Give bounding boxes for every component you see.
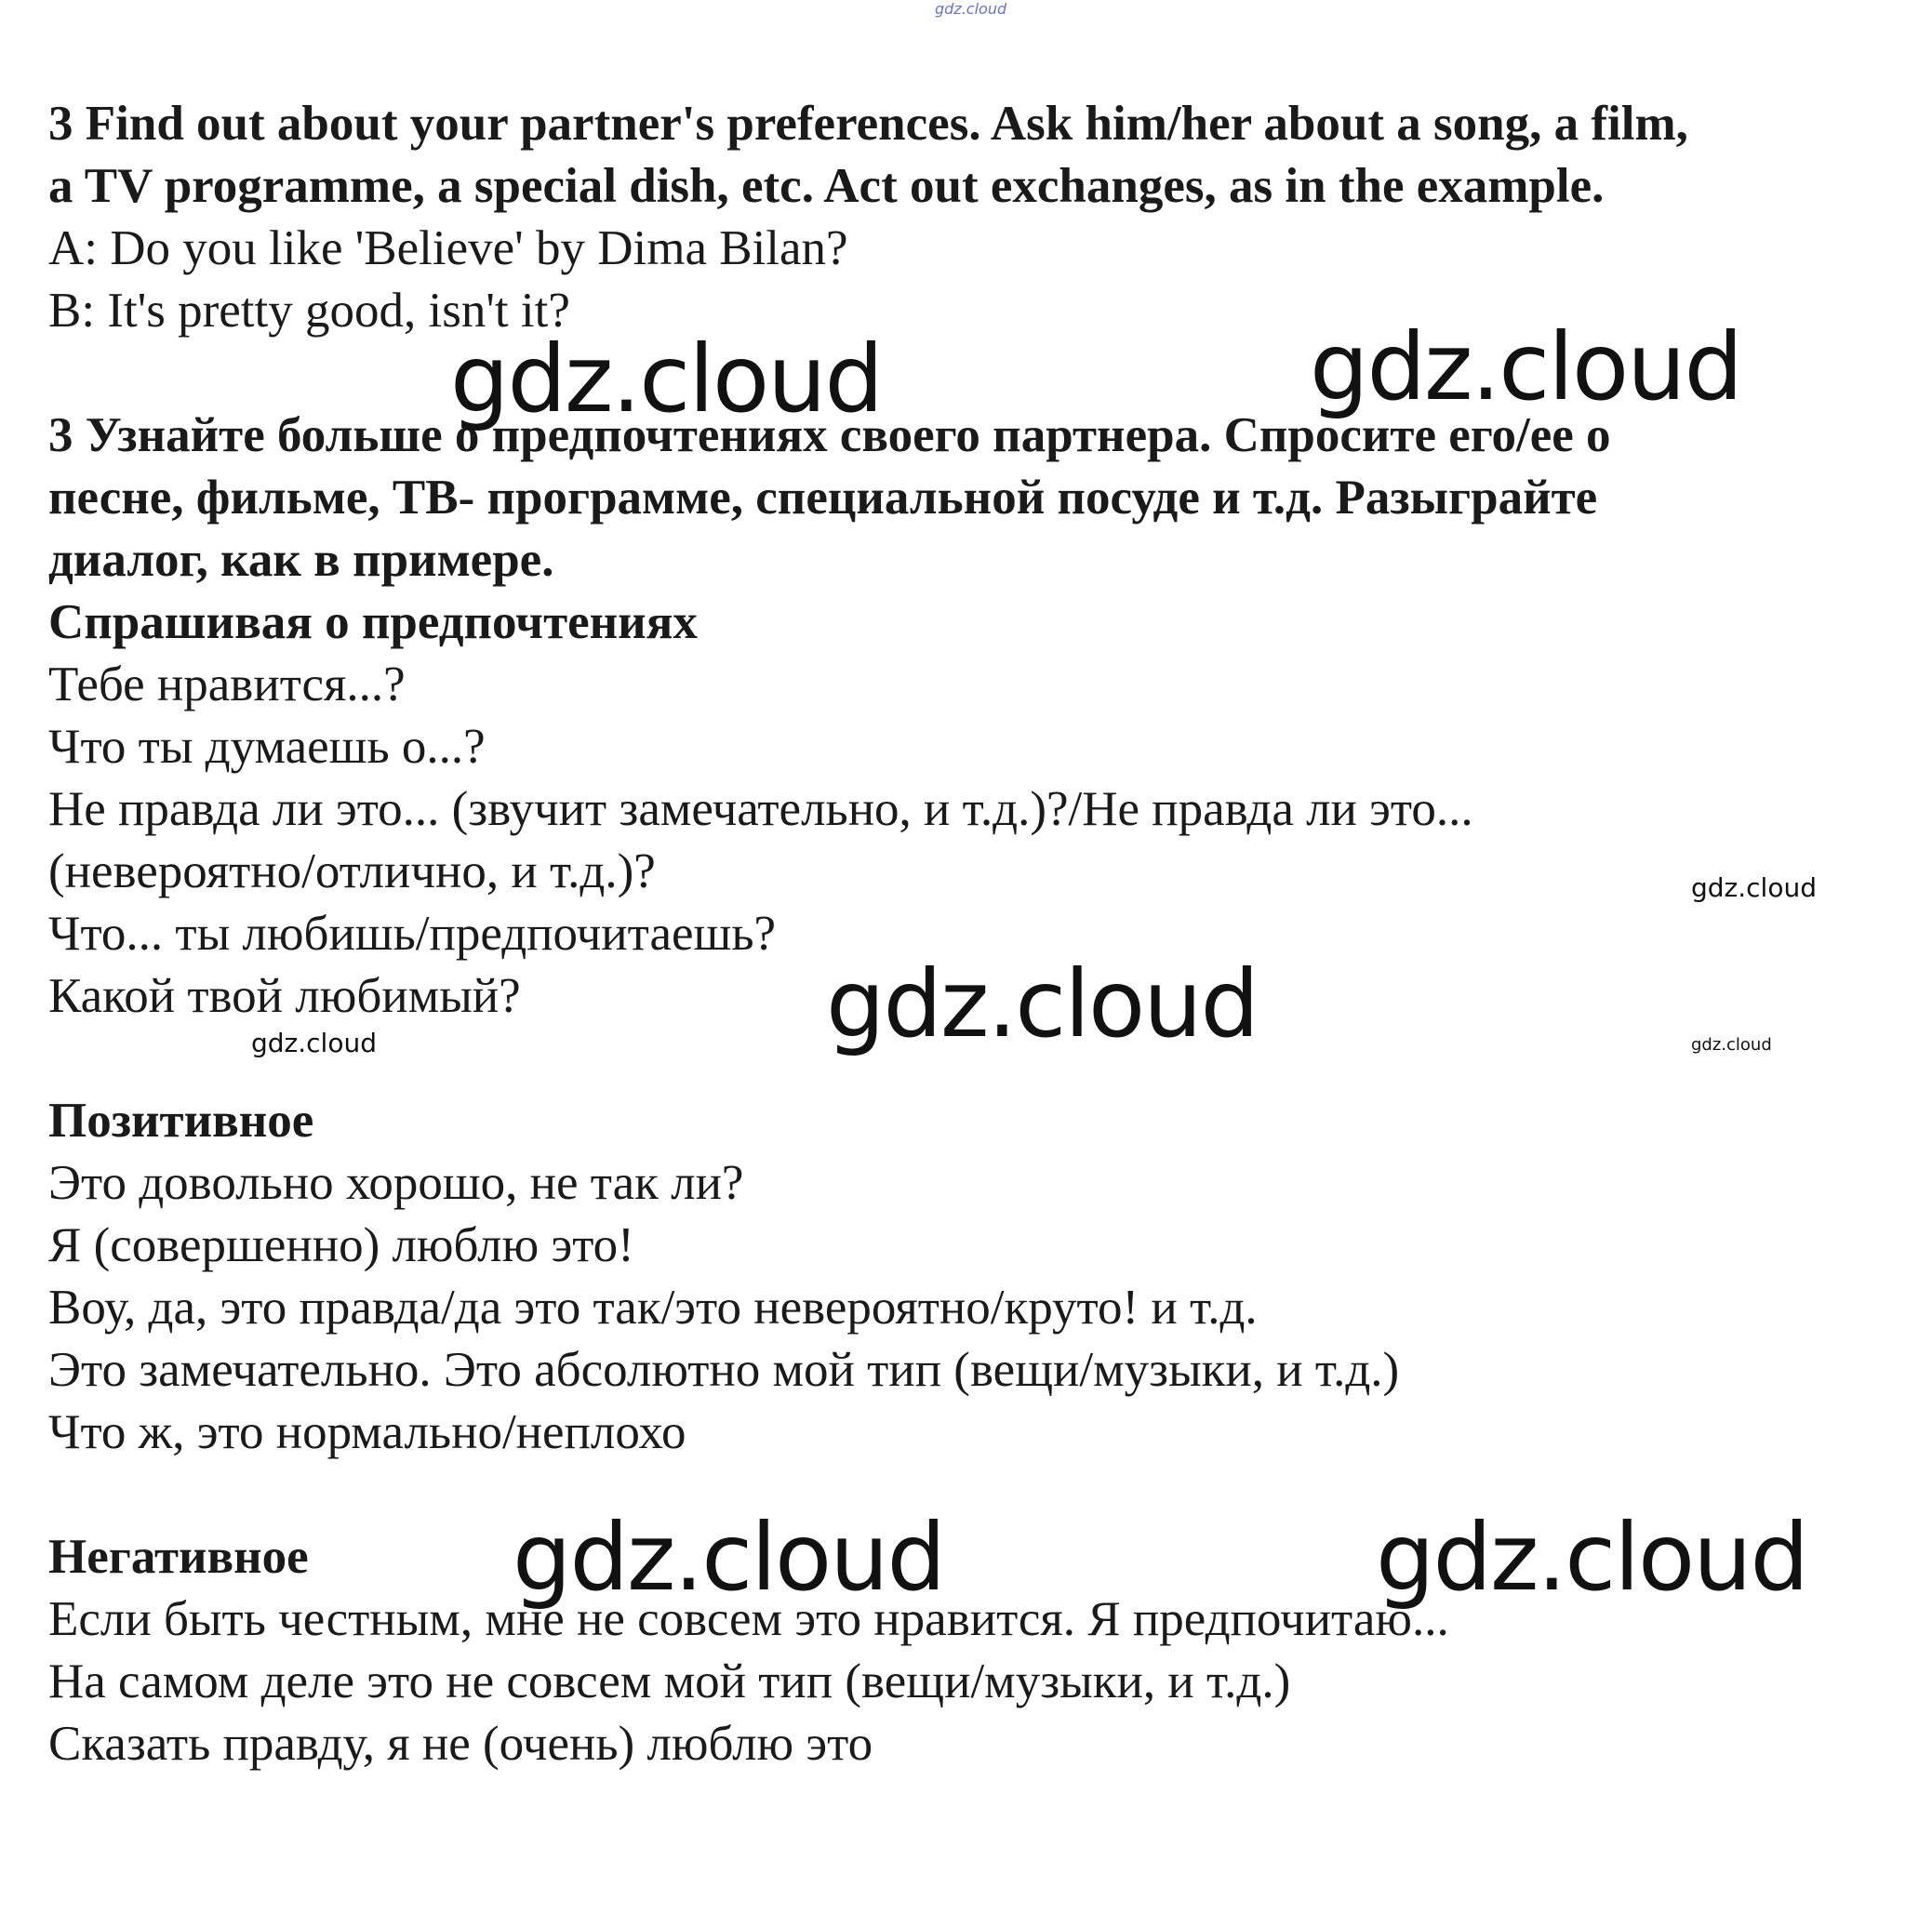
watermark: gdz.cloud (251, 1028, 377, 1058)
example-line-b: B: It's pretty good, isn't it? (48, 284, 570, 338)
watermark: gdz.cloud (1376, 1503, 1808, 1612)
watermark: gdz.cloud (1310, 312, 1742, 421)
asking-section-title: Спрашивая о предпочтениях (48, 595, 698, 649)
watermark: gdz.cloud (513, 1503, 945, 1612)
watermark-top: gdz.cloud (935, 0, 1007, 18)
watermark: gdz.cloud (826, 950, 1259, 1058)
asking-line: Что ты думаешь о...? (48, 720, 486, 774)
watermark: gdz.cloud (1691, 872, 1817, 903)
russian-heading-line-2: песне, фильме, ТВ- программе, специальной посуде и т.д. Разыграйте (48, 471, 1598, 525)
watermark: gdz.cloud (1691, 1035, 1772, 1055)
asking-line: Что... ты любишь/предпочитаешь? (48, 907, 777, 961)
asking-line: Не правда ли это... (звучит замечательно, и т.д.)?/Не правда ли это... (48, 782, 1473, 836)
asking-line: (невероятно/отлично, и т.д.)? (48, 844, 656, 898)
positive-line: Это замечательно. Это абсолютно мой тип (вещи/музыки, и т.д.) (48, 1343, 1400, 1397)
example-line-a: A: Do you like 'Believe' by Dima Bilan? (48, 221, 848, 275)
positive-line: Что ж, это нормально/неплохо (48, 1405, 686, 1459)
negative-line: Сказать правду, я не (очень) люблю это (48, 1717, 873, 1771)
english-heading-line-2: a TV programme, a special dish, etc. Act out exchanges, as in the example. (48, 159, 1605, 213)
russian-heading-line-3: диалог, как в примере. (48, 533, 554, 587)
positive-line: Воу, да, это правда/да это так/это невероятно/круто! и т.д. (48, 1281, 1258, 1335)
watermark: gdz.cloud (450, 325, 883, 433)
positive-section-title: Позитивное (48, 1094, 314, 1148)
russian-heading-line-1: 3 Узнайте больше о предпочтениях своего партнера. Спросите его/ее о (48, 408, 1611, 462)
asking-line: Тебе нравится...? (48, 658, 406, 711)
english-heading-line-1: 3 Find out about your partner's preferences. Ask him/her about a song, a film, (48, 97, 1688, 151)
negative-line: На самом деле это не совсем мой тип (вещи/музыки, и т.д.) (48, 1655, 1291, 1708)
negative-section-title: Негативное (48, 1530, 309, 1584)
positive-line: Это довольно хорошо, не так ли? (48, 1156, 744, 1210)
asking-line: Какой твой любимый? (48, 969, 521, 1023)
negative-line: Если быть честным, мне не совсем это нравится. Я предпочитаю... (48, 1592, 1449, 1646)
positive-line: Я (совершенно) люблю это! (48, 1218, 634, 1272)
